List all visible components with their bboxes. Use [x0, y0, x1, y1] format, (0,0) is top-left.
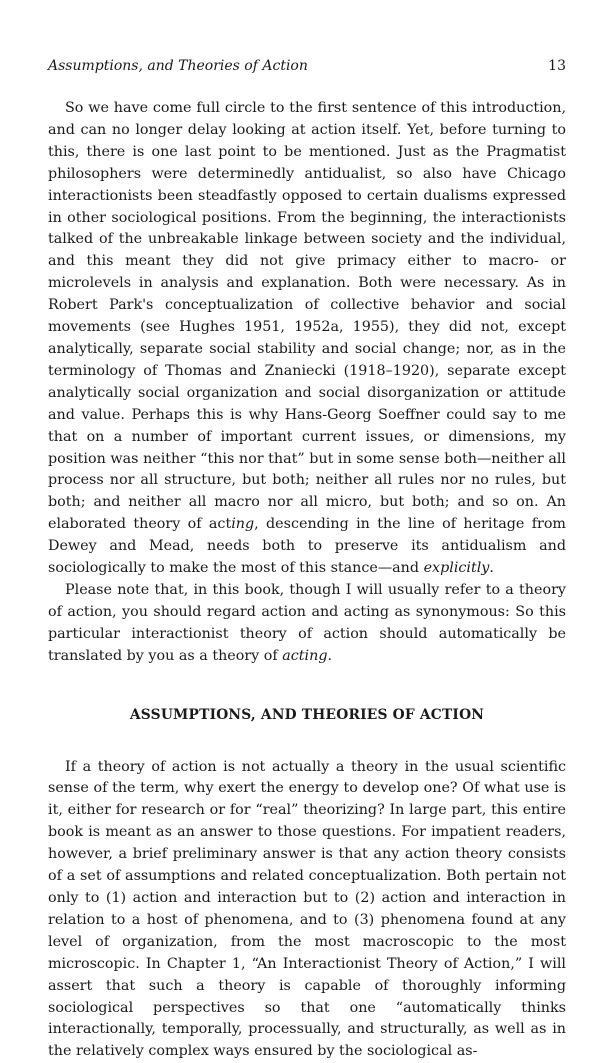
paragraph-2-text: Please note that, in this book, though I will usually refer to a theory of action, you should regard action and acting as synonymous: So this particular interactionist theory of action should automatically be translated by you as a theory of: [48, 581, 566, 664]
paragraph-1-end: .: [489, 560, 494, 577]
paragraph-1-text: So we have come full circle to the first sentence of this introduction, and can no longer delay looking at action itself. Yet, before turning to this, there is one last point to be mentioned. Just as the Pragmatist philosophers were determinedly antidualist, so also have Chicago interactionists been steadfastly opposed to certain dualisms expressed in other sociological positions. From the beginning, the interactionists talked of the unbreakable linkage between society and the individual, and this meant they did not give primacy either to macro- or microlevels in analysis and explanation. Both were necessary. As in Robert Park's conceptualization of collective behavior and social movements (see Hughes 1951, 1952a, 1955), they did not, except analytically, separate social stability and social change; nor, as in the terminology of Thomas and Znaniecki (1918–1920), separate except analytically social organization and social disorganization or attitude and value. Perhaps this is why Hans-Georg Soeffner could say to me that on a number of important current issues, or dimensions, my position was neither “this nor that” but in some sense both—neither all process nor all structure, but both; neither all rules nor no rules, but both; and neither all macro nor all micro, but both; and so on. An elaborated theory of act: [48, 100, 566, 533]
paragraph-2: [48, 580, 566, 668]
page-number: 13: [548, 58, 566, 74]
paragraph-2-end: .: [327, 647, 333, 664]
section-heading: ASSUMPTIONS, AND THEORIES OF ACTION: [129, 706, 485, 723]
paragraph-1: [48, 98, 566, 580]
running-head: [48, 58, 566, 80]
paragraph-3: [48, 757, 566, 1063]
running-head-title: Assumptions, and Theories of Action: [48, 58, 308, 74]
paragraph-2-italic-acting: acting: [282, 647, 328, 664]
paragraph-1-italic-acting: ing: [231, 516, 255, 533]
paragraph-1-italic-explicitly: explicitly: [423, 560, 490, 577]
paragraph-3-text: If a theory of action is not actually a theory in the usual scientific sense of the term, why exert the energy to develop one? Of what use is it, either for research or for “real” theorizing? In large part, this entire book is meant as an answer to those questions. For impatient readers, however, a brief preliminary answer is that any action theory consists of a set of assumptions and related conceptualization. Both pertain not only to (1) action and interaction but to (2) action and interaction in relation to a host of phenomena, and to (3) phenomena found at any level of organization, from the most macroscopic to the most microscopic. In Chapter 1, “An Interactionist Theory of Action,” I will assert that such a theory is capable of thoroughly informing sociological perspectives so that one “automatically thinks interactionally, temporally, processually, and structurally, as well as in the relatively complex ways ensured by the sociological as-: [48, 758, 566, 1060]
paragraph-1-text-cont: , descending in the line of heritage from Dewey and Mead, needs both to preserve its antidualism and sociologically to make the most of this stance—and: [48, 516, 566, 577]
book-page: [48, 58, 566, 1063]
